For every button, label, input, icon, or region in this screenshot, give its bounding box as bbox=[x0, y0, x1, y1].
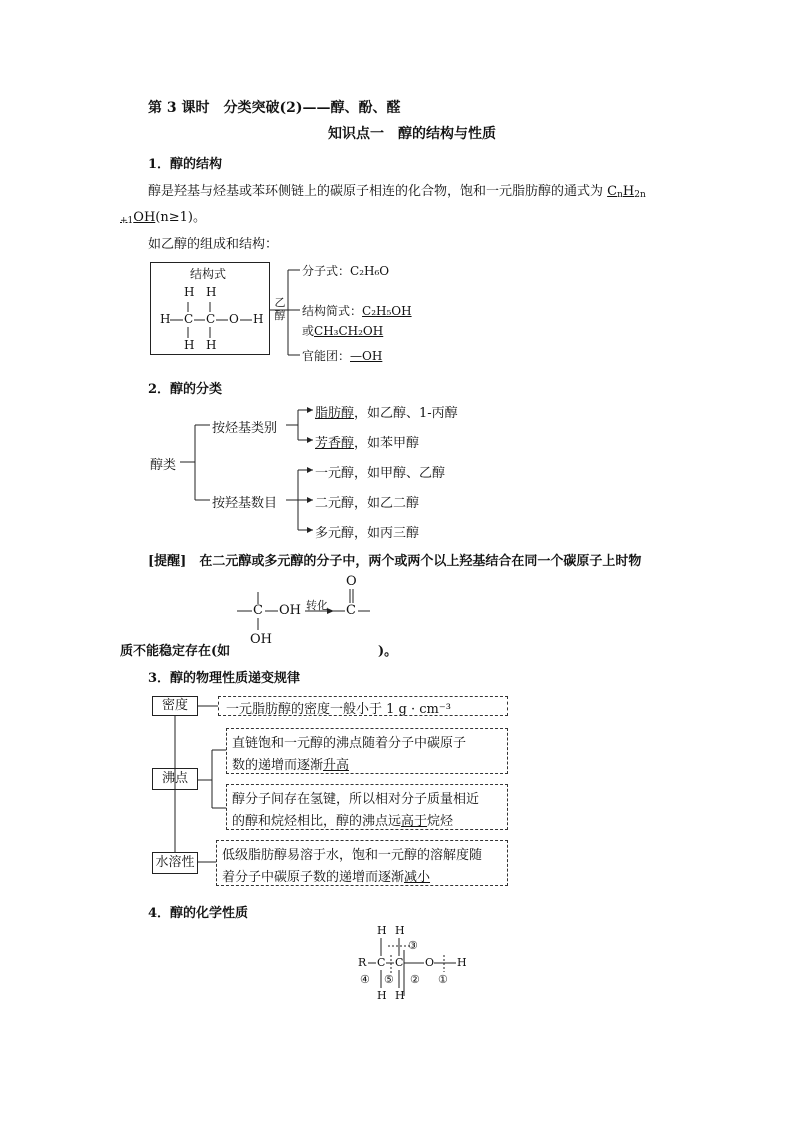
classification-branch-1: 按烃基类别 bbox=[212, 421, 278, 436]
diol-carbon: C bbox=[253, 603, 263, 618]
carbonyl-carbon: C bbox=[346, 603, 356, 618]
sec4-o: O bbox=[425, 956, 435, 969]
formula-oh: OH bbox=[133, 210, 156, 225]
leaf-aliphatic bbox=[315, 402, 458, 421]
density-key: 密度 bbox=[152, 696, 198, 716]
atom-h-top-2: H bbox=[206, 285, 217, 299]
bp2-line-2-end: 烷烃 bbox=[427, 814, 454, 829]
sec4-label-1: ① bbox=[438, 973, 448, 986]
bp1-line-1: 直链饱和一元醇的沸点随着分子中碳原子 bbox=[232, 736, 467, 751]
sec4-c-1: C bbox=[377, 956, 386, 969]
molecular-formula bbox=[302, 262, 389, 279]
diol-oh-right: OH bbox=[279, 603, 301, 618]
section-1-title: 1．醇的结构 bbox=[148, 157, 223, 172]
atom-c-2: C bbox=[206, 312, 216, 326]
sec4-h-top-2: H bbox=[395, 924, 405, 937]
sec4-h-bottom-2: H bbox=[395, 989, 405, 1002]
carbonyl-oxygen: O bbox=[346, 574, 357, 589]
solubility-line-2 bbox=[222, 866, 430, 885]
bp1-keyword: 升高 bbox=[323, 758, 350, 773]
bp2-line-2 bbox=[232, 810, 453, 829]
diol-oh-bottom: OH bbox=[250, 632, 272, 647]
reminder-line-1 bbox=[148, 550, 641, 569]
formula-condition: (n≥1)。 bbox=[155, 210, 206, 225]
functional-group-label: 官能团： bbox=[302, 349, 351, 363]
structural-formula-title: 结构式 bbox=[190, 267, 227, 281]
convert-label: 转化 bbox=[306, 599, 328, 612]
bp2-line-1: 醇分子间存在氢键，所以相对分子质量相近 bbox=[232, 792, 480, 807]
leaf-aliphatic-term: 脂肪醇 bbox=[315, 406, 355, 421]
bp2-line-2-text: 的醇和烷烃相比，醇的沸点远 bbox=[232, 814, 402, 829]
atom-h-bottom-1: H bbox=[184, 338, 195, 352]
sec4-r: R bbox=[358, 956, 367, 969]
reminder-line-2-post: )。 bbox=[378, 644, 398, 659]
classification-branch-2: 按羟基数目 bbox=[212, 496, 278, 511]
boiling-point-key: 沸点 bbox=[152, 768, 198, 790]
formula-c: C bbox=[607, 184, 618, 199]
atom-h-bottom-2: H bbox=[206, 338, 217, 352]
sec4-label-3: ③ bbox=[408, 939, 418, 952]
solubility-key: 水溶性 bbox=[152, 852, 198, 874]
example-intro: 如乙醇的组成和结构： bbox=[148, 237, 279, 252]
density-text: 一元脂肪醇的密度一般小于 1 g · cm⁻³ bbox=[226, 702, 451, 717]
solubility-keyword: 减小 bbox=[404, 870, 431, 885]
leaf-aromatic-term: 芳香醇 bbox=[315, 436, 355, 451]
simple-formula-alt bbox=[302, 322, 383, 339]
formula-n: n bbox=[617, 190, 623, 200]
lesson-title: 第 3 课时 分类突破(2)——醇、酚、醛 bbox=[148, 100, 401, 116]
functional-group bbox=[302, 347, 382, 364]
sec4-h-top-1: H bbox=[377, 924, 387, 937]
sec4-c-2: C bbox=[395, 956, 404, 969]
simple-formula-value-2: CH₃CH₂OH bbox=[314, 324, 384, 338]
leaf-aliphatic-example: ，如乙醇、1-丙醇 bbox=[354, 406, 458, 421]
section-2-title: 2．醇的分类 bbox=[148, 382, 223, 397]
atom-c-1: C bbox=[184, 312, 194, 326]
sec4-label-5: ⑤ bbox=[384, 973, 394, 986]
leaf-monohydric: 一元醇，如甲醇、乙醇 bbox=[315, 466, 446, 481]
leaf-aromatic-example: ，如苯甲醇 bbox=[354, 436, 420, 451]
atom-h-right: H bbox=[253, 312, 264, 326]
sec4-h-bottom-1: H bbox=[377, 989, 387, 1002]
atom-h-top-1: H bbox=[184, 285, 195, 299]
formula-plus1: +1 bbox=[120, 216, 134, 226]
functional-group-value: —OH bbox=[350, 349, 383, 363]
atom-h-left: H bbox=[160, 312, 171, 326]
bp1-line-2-text: 数的递增而逐渐 bbox=[232, 758, 324, 773]
simple-formula-value-1: C₂H₅OH bbox=[362, 304, 412, 318]
classification-root: 醇类 bbox=[150, 458, 177, 473]
section-4-title: 4．醇的化学性质 bbox=[148, 906, 249, 921]
simple-formula bbox=[302, 302, 412, 319]
leaf-aromatic bbox=[315, 432, 419, 451]
section-3-title: 3．醇的物理性质递变规律 bbox=[148, 671, 301, 686]
leaf-dihydric: 二元醇，如乙二醇 bbox=[315, 496, 420, 511]
sec4-h-right: H bbox=[457, 956, 467, 969]
sec4-label-4: ④ bbox=[360, 973, 370, 986]
definition-text: 醇是羟基与烃基或苯环侧链上的碳原子相连的化合物，饱和一元脂肪醇的通式为 bbox=[148, 184, 608, 199]
simple-formula-or: 或 bbox=[302, 324, 315, 338]
topic-title: 知识点一 醇的结构与性质 bbox=[328, 126, 496, 142]
molecular-formula-label: 分子式： bbox=[302, 264, 351, 278]
bp1-line-2 bbox=[232, 754, 349, 773]
leaf-polyhydric: 多元醇，如丙三醇 bbox=[315, 526, 420, 541]
molecular-formula-value: C₂H₆O bbox=[350, 264, 390, 278]
formula-2n: 2n bbox=[634, 190, 646, 200]
solubility-line-2-text: 着分子中碳原子数的递增而逐渐 bbox=[222, 870, 405, 885]
sec4-label-2: ② bbox=[410, 973, 420, 986]
reminder-label: [提醒] bbox=[148, 554, 187, 569]
reminder-text: 在二元醇或多元醇的分子中，两个或两个以上羟基结合在同一个碳原子上时物 bbox=[199, 554, 642, 569]
reminder-line-2-pre: 质不能稳定存在(如 bbox=[120, 644, 231, 659]
atom-o: O bbox=[229, 312, 239, 326]
solubility-line-1: 低级脂肪醇易溶于水，饱和一元醇的溶解度随 bbox=[222, 848, 483, 863]
ethanol-center-label: 乙醇 bbox=[274, 296, 286, 322]
bp2-keyword: 高于 bbox=[401, 814, 428, 829]
simple-formula-label: 结构简式： bbox=[302, 304, 363, 318]
formula-h: H bbox=[622, 184, 635, 199]
